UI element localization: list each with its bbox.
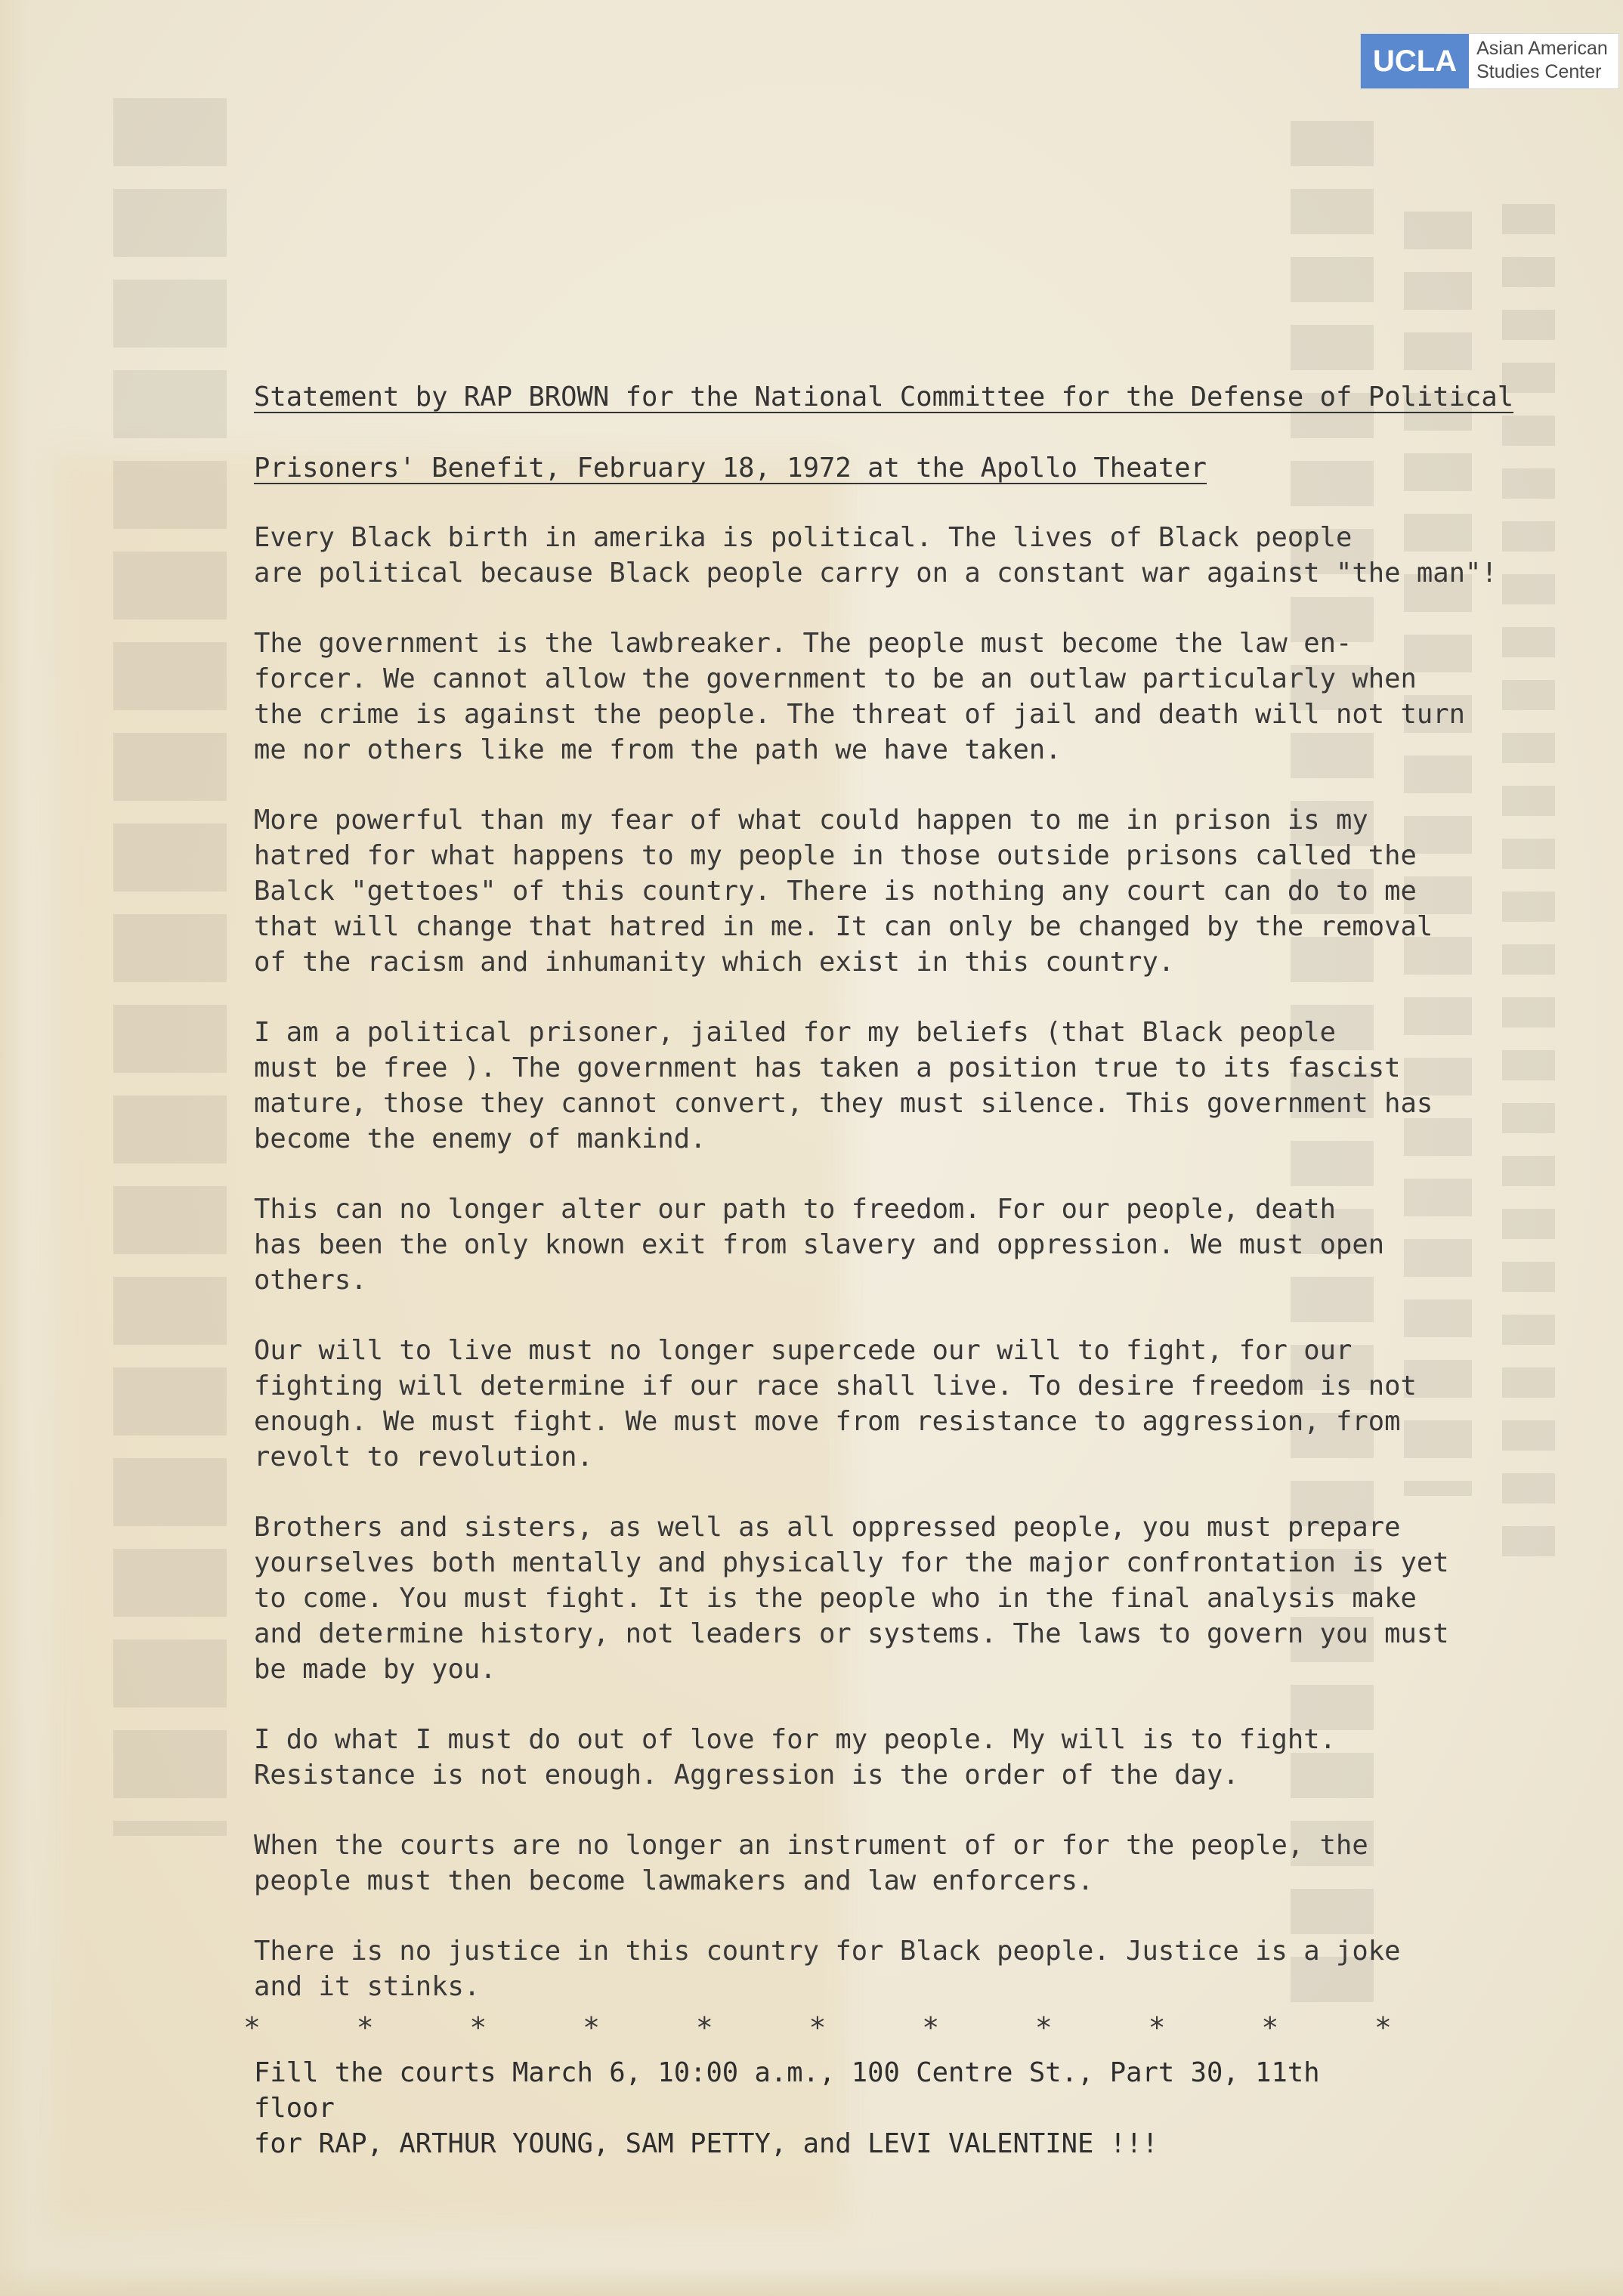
paragraph-4: I am a political prisoner, jailed for my beliefs (that Black people must be free ). The government has taken a position true to its fascist mature, those they cannot convert, they must silence. This government has become the enemy of mankind. [254, 1017, 1433, 1154]
court-date-notice: Fill the courts March 6, 10:00 a.m., 100 Centre St., Part 30, 11th floor for RAP, ARTHUR YOUNG, SAM PETTY, and LEVI VALENTINE !!! [254, 2057, 1320, 2159]
separator-star: * [808, 2011, 827, 2044]
separator-star: * [1261, 2011, 1279, 2044]
reverse-side-bleed-through-left [106, 98, 227, 1911]
paragraph-8: I do what I must do out of love for my people. My will is to fight. Resistance is not enough. Aggression is the order of the day. [254, 1724, 1336, 1791]
separator-star: * [583, 2011, 600, 2044]
paragraph-6: Our will to live must no longer supercede our will to fight, for our fighting will determine if our race shall live. To desire freedom is not enough. We must fight. We must move from resistance to aggression, from revolt to revolution. [254, 1335, 1417, 1472]
star-separator [243, 2011, 1392, 2044]
paper-edge-left [0, 0, 29, 2296]
statement-title [254, 344, 1516, 521]
paragraph-1: Every Black birth in amerika is political. The lives of Black people are political because Black people carry on a constant war against "the man"! [254, 522, 1498, 589]
ucla-aasc-badge [1360, 33, 1619, 89]
statement-body [254, 520, 1553, 2039]
center-name-label: Asian American Studies Center [1476, 38, 1608, 82]
separator-star: * [922, 2011, 940, 2044]
paragraph-10: There is no justice in this country for Black people. Justice is a joke and it stinks. [254, 1936, 1401, 2002]
separator-star: * [1374, 2011, 1392, 2044]
separator-star: * [1148, 2011, 1166, 2044]
separator-star: * [469, 2011, 487, 2044]
title-line-1: Statement by RAP BROWN for the National Committee for the Defense of Political [254, 382, 1514, 413]
separator-star: * [1034, 2011, 1053, 2044]
separator-star: * [695, 2011, 713, 2044]
paragraph-5: This can no longer alter our path to freedom. For our people, death has been the only known exit from slavery and oppression. We must open others. [254, 1194, 1385, 1296]
paper-edge-bottom [0, 2266, 1623, 2296]
paragraph-9: When the courts are no longer an instrument of or for the people, the people must then become lawmakers and law enforcers. [254, 1830, 1368, 1896]
paragraph-2: The government is the lawbreaker. The people must become the law en- forcer. We cannot allow the government to be an outlaw particularly when the crime is against the people. The threat of jail and death will not turn me nor others like me from the path we have taken. [254, 628, 1465, 765]
title-line-2: Prisoners' Benefit, February 18, 1972 at the Apollo Theater [254, 453, 1207, 484]
paragraph-3: More powerful than my fear of what could happen to me in prison is my hatred for what happens to my people in those outside prisons called the Balck "gettoes" of this country. There is nothing any court can do to me that will change that hatred in me. It can only be changed by the removal of the racism and inhumanity which exist in this country. [254, 805, 1433, 978]
paragraph-7: Brothers and sisters, as well as all oppressed people, you must prepare yourselves both mentally and physically for the major confrontation is yet to come. You must fight. It is the people who in the final analysis make and determine history, not leaders or systems. The laws to govern you must be made by you. [254, 1512, 1449, 1685]
ucla-logo: UCLA [1361, 34, 1469, 88]
separator-star: * [243, 2011, 261, 2044]
separator-star: * [356, 2011, 374, 2044]
